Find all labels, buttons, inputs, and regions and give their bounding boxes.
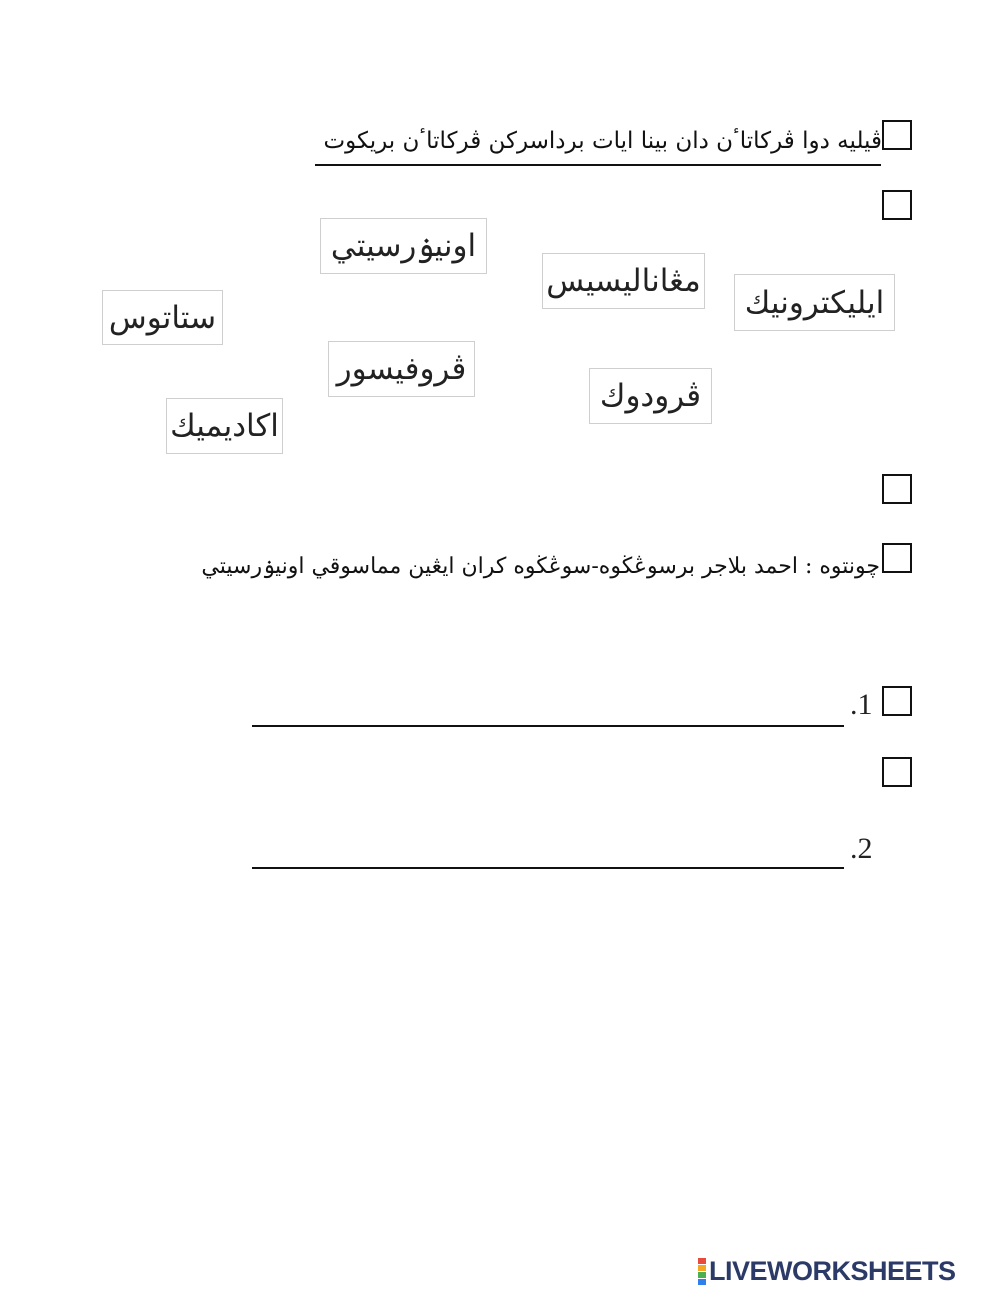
logo-mark-icon	[698, 1258, 706, 1285]
word-card[interactable]: ايليكترونيك	[734, 274, 895, 331]
checkbox-6[interactable]	[882, 757, 912, 787]
word-card[interactable]: اونيۏرسيتي	[320, 218, 487, 274]
word-card[interactable]: ستاتوس	[102, 290, 223, 345]
answer-line-2[interactable]	[252, 867, 844, 869]
checkbox-5[interactable]	[882, 686, 912, 716]
answer-number-1: .1	[850, 688, 873, 721]
checkbox-3[interactable]	[882, 474, 912, 504]
instruction-underline	[315, 164, 881, 166]
checkbox-1[interactable]	[882, 120, 912, 150]
word-card[interactable]: ڤروفيسور	[328, 341, 475, 397]
liveworksheets-logo	[698, 1256, 956, 1286]
word-card[interactable]: ڤرودوك	[589, 368, 712, 424]
word-card[interactable]: اكاديميك	[166, 398, 283, 454]
example-sentence: چونتوه : احمد بلاجر برسوڠڬوه-سوڠڬوه كران ايڠين مماسوقي اونيۏرسيتي	[201, 554, 880, 579]
logo-text: LIVEWORKSHEETS	[709, 1255, 956, 1286]
checkbox-4[interactable]	[882, 543, 912, 573]
answer-line-1[interactable]	[252, 725, 844, 727]
answer-number-2: .2	[850, 832, 873, 865]
checkbox-2[interactable]	[882, 190, 912, 220]
word-card[interactable]: مڠاناليسيس	[542, 253, 705, 309]
instruction-text: ڤيليه دوا ڤركاتاٴن دان بينا ايات برداسركن ڤركاتاٴن بريكوت	[323, 128, 882, 154]
